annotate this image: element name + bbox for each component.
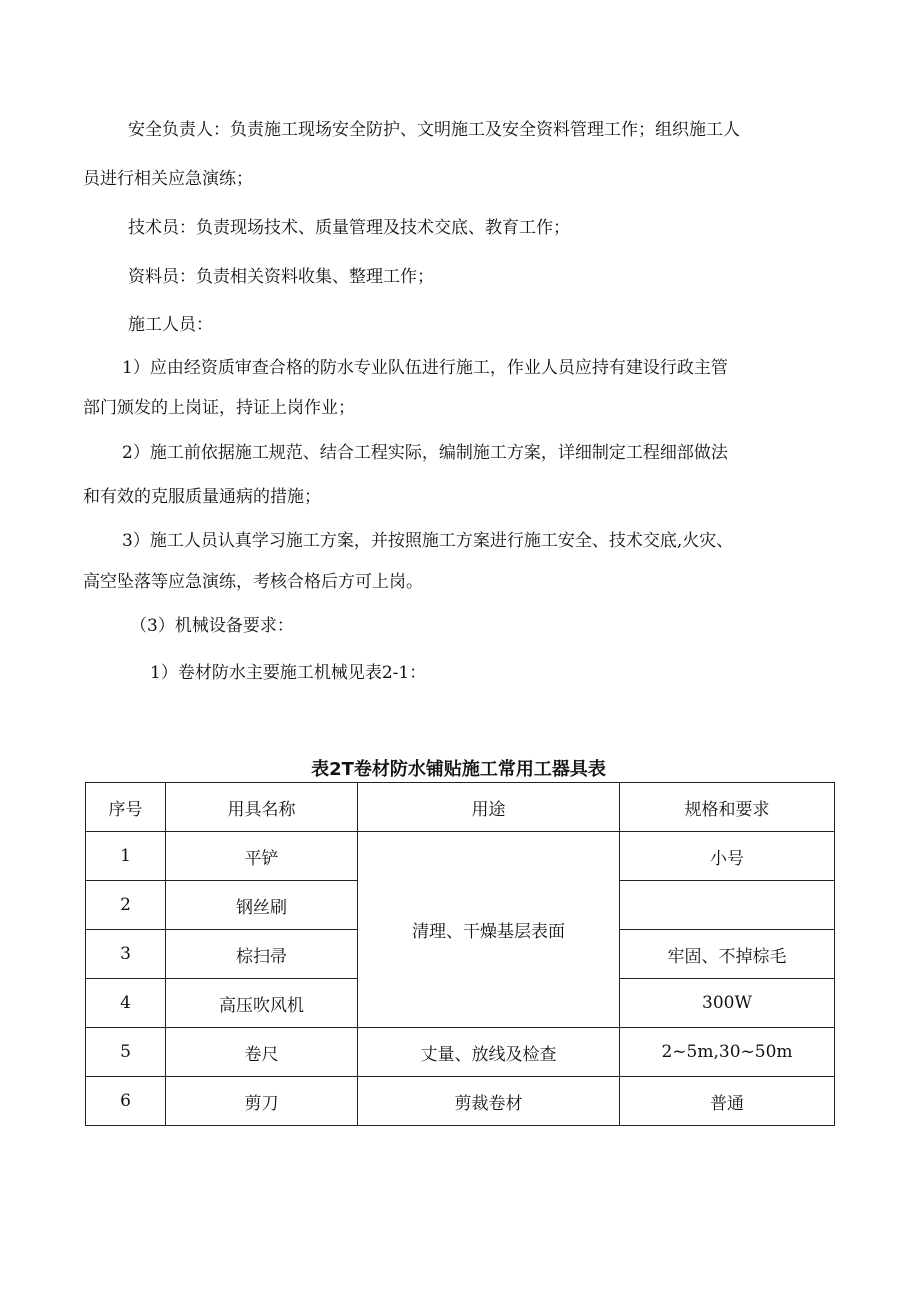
tools-table	[85, 782, 835, 1126]
header-number: 序号	[86, 783, 166, 832]
table-row	[86, 1028, 835, 1077]
table-caption: 表2T卷材防水铺贴施工常用工器具表	[311, 759, 606, 780]
cell-spec: 300W	[620, 979, 835, 1028]
cell-number: 4	[86, 979, 166, 1028]
cell-tool-name: 棕扫帚	[166, 930, 358, 979]
paragraph-safety-officer-cont: 员进行相关应急演练；	[83, 169, 253, 189]
header-tool-name: 用具名称	[166, 783, 358, 832]
table-row	[86, 1077, 835, 1126]
cell-purpose: 丈量、放线及检查	[358, 1028, 620, 1077]
cell-tool-name: 剪刀	[166, 1077, 358, 1126]
table-row	[86, 832, 835, 881]
paragraph-item-3: 3）施工人员认真学习施工方案，并按照施工方案进行施工安全、技术交底,火灾、	[122, 531, 734, 551]
cell-purpose-merged: 清理、干燥基层表面	[358, 832, 620, 1028]
paragraph-equipment-item-1: 1）卷材防水主要施工机械见表2-1：	[150, 663, 427, 683]
cell-tool-name: 卷尺	[166, 1028, 358, 1077]
cell-spec: 普通	[620, 1077, 835, 1126]
paragraph-item-2: 2）施工前依据施工规范、结合工程实际，编制施工方案，详细制定工程细部做法	[122, 443, 728, 463]
cell-number: 1	[86, 832, 166, 881]
paragraph-workers-heading: 施工人员：	[128, 315, 213, 335]
cell-number: 3	[86, 930, 166, 979]
cell-purpose: 剪裁卷材	[358, 1077, 620, 1126]
paragraph-item-1-cont: 部门颁发的上岗证，持证上岗作业；	[83, 398, 355, 418]
paragraph-safety-officer: 安全负责人：负责施工现场安全防护、文明施工及安全资料管理工作；组织施工人	[128, 120, 740, 140]
paragraph-data-clerk: 资料员：负责相关资料收集、整理工作；	[128, 267, 434, 287]
cell-tool-name: 平铲	[166, 832, 358, 881]
paragraph-item-2-cont: 和有效的克服质量通病的措施；	[83, 487, 321, 507]
header-purpose: 用途	[358, 783, 620, 832]
cell-spec	[620, 881, 835, 930]
cell-spec: 牢固、不掉棕毛	[620, 930, 835, 979]
cell-number: 2	[86, 881, 166, 930]
cell-tool-name: 钢丝刷	[166, 881, 358, 930]
cell-tool-name: 高压吹风机	[166, 979, 358, 1028]
cell-spec: 小号	[620, 832, 835, 881]
section-heading-equipment: （3）机械设备要求：	[130, 616, 294, 636]
paragraph-technician: 技术员：负责现场技术、质量管理及技术交底、教育工作；	[128, 218, 570, 238]
cell-spec: 2~5m,30~50m	[620, 1028, 835, 1077]
paragraph-item-3-cont: 高空坠落等应急演练，考核合格后方可上岗。	[83, 572, 423, 592]
cell-number: 6	[86, 1077, 166, 1126]
paragraph-item-1: 1）应由经资质审查合格的防水专业队伍进行施工，作业人员应持有建设行政主管	[122, 358, 728, 378]
header-spec: 规格和要求	[620, 783, 835, 832]
cell-number: 5	[86, 1028, 166, 1077]
table-header-row	[86, 783, 835, 832]
